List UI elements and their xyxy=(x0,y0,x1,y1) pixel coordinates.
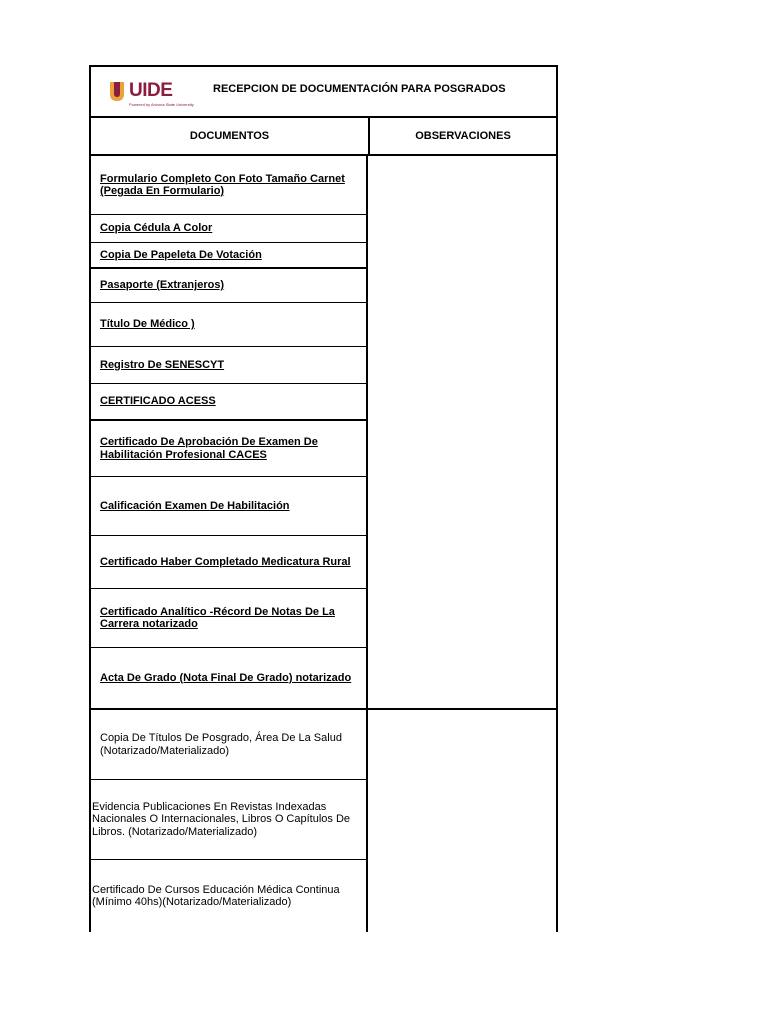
table-row xyxy=(89,477,368,536)
uide-logo-mark-icon xyxy=(109,81,125,102)
table-row xyxy=(89,215,368,243)
document-sheet xyxy=(89,65,558,908)
table-row xyxy=(89,860,368,932)
table-row xyxy=(89,384,368,421)
table-row xyxy=(89,648,368,710)
document-label: Certificado De Cursos Educación Médica Continua (Mínimo 40hs)(Notarizado/Materializado) xyxy=(92,883,340,908)
table-row xyxy=(89,347,368,384)
brand-name: UIDE xyxy=(129,80,173,101)
table-row xyxy=(89,156,368,215)
document-label: Pasaporte (Extranjeros) xyxy=(100,279,225,292)
document-label: Certificado Analítico -Récord De Notas De La Carrera notarizado xyxy=(100,605,335,630)
table-row xyxy=(89,303,368,347)
table-row xyxy=(89,710,368,780)
observations-cell xyxy=(366,156,558,710)
table-row xyxy=(89,589,368,648)
document-label: Certificado Haber Completado Medicatura Rural xyxy=(100,555,351,568)
document-label: CERTIFICADO ACESS xyxy=(100,395,216,408)
document-label: Registro De SENESCYT xyxy=(100,358,225,371)
document-label: Copia De Papeleta De Votación xyxy=(100,248,262,261)
brand-tagline: Powered by Arizona State University xyxy=(129,102,194,107)
column-header-documents: DOCUMENTOS xyxy=(91,118,370,154)
document-label: Formulario Completo Con Foto Tamaño Carnet (Pegada En Formulario) xyxy=(100,172,345,197)
table-row xyxy=(89,421,368,477)
table-row xyxy=(89,269,368,303)
sheet-header xyxy=(89,65,558,118)
document-label: Calificación Examen De Habilitación xyxy=(100,499,290,512)
table-row xyxy=(89,243,368,269)
table-row xyxy=(89,536,368,589)
table-row xyxy=(89,780,368,860)
document-label: Evidencia Publicaciones En Revistas Indexadas Nacionales O Internacionales, Libros O Capítulos De Libros. (Notarizado/Materializado) xyxy=(92,800,351,838)
document-label: Certificado De Aprobación De Examen De Habilitación Profesional CACES xyxy=(100,436,318,461)
document-label: Copia Cédula A Color xyxy=(100,222,213,235)
document-label: Copia De Títulos De Posgrado, Área De La Salud (Notarizado/Materializado) xyxy=(100,732,342,757)
page-title: RECEPCION DE DOCUMENTACIÓN PARA POSGRADOS xyxy=(213,83,506,95)
uide-logo xyxy=(109,80,194,110)
document-label: Acta De Grado (Nota Final De Grado) notarizado xyxy=(100,671,352,684)
document-label: Título De Médico ) xyxy=(100,318,195,331)
observations-cell xyxy=(366,710,558,932)
column-headers xyxy=(89,118,558,156)
column-header-observations: OBSERVACIONES xyxy=(415,130,511,142)
